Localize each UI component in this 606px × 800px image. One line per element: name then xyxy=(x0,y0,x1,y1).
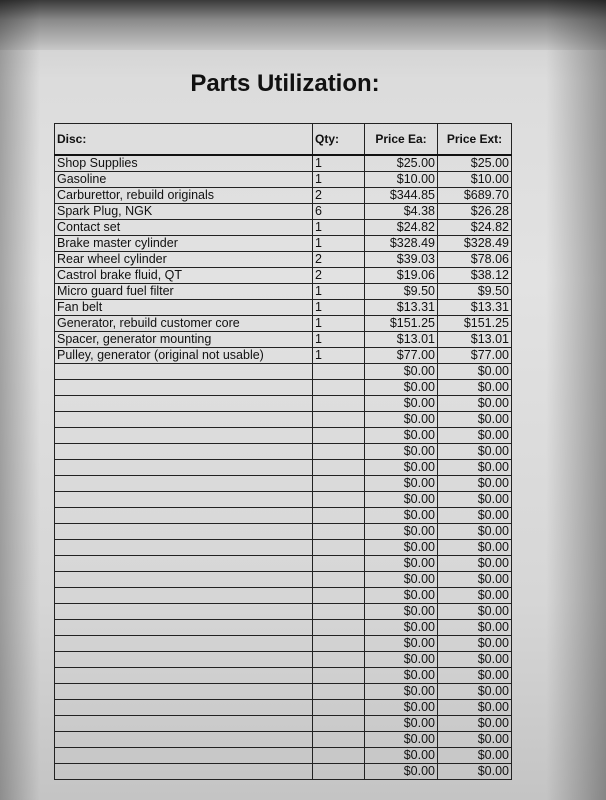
part-description: Generator, rebuild customer core xyxy=(55,316,313,332)
right-edge-shade xyxy=(546,0,606,800)
table-row xyxy=(55,588,512,604)
part-price-each: $0.00 xyxy=(365,684,438,700)
table-row xyxy=(55,316,512,332)
part-price-extended: $0.00 xyxy=(438,748,512,764)
part-price-extended: $0.00 xyxy=(438,716,512,732)
part-description xyxy=(55,652,313,668)
part-price-extended: $0.00 xyxy=(438,588,512,604)
part-qty xyxy=(313,588,365,604)
part-price-extended: $0.00 xyxy=(438,508,512,524)
part-qty xyxy=(313,732,365,748)
part-price-extended: $0.00 xyxy=(438,444,512,460)
part-price-extended: $0.00 xyxy=(438,572,512,588)
table-row xyxy=(55,188,512,204)
part-price-extended: $0.00 xyxy=(438,380,512,396)
part-qty xyxy=(313,684,365,700)
part-description: Gasoline xyxy=(55,172,313,188)
part-description: Rear wheel cylinder xyxy=(55,252,313,268)
part-price-each: $0.00 xyxy=(365,604,438,620)
part-price-each: $24.82 xyxy=(365,220,438,236)
part-qty: 2 xyxy=(313,252,365,268)
table-row xyxy=(55,764,512,780)
table-row xyxy=(55,252,512,268)
part-description xyxy=(55,604,313,620)
table-row xyxy=(55,460,512,476)
part-qty xyxy=(313,508,365,524)
part-price-each: $0.00 xyxy=(365,556,438,572)
table-row xyxy=(55,524,512,540)
table-row xyxy=(55,508,512,524)
table-row xyxy=(55,652,512,668)
part-price-each: $0.00 xyxy=(365,396,438,412)
part-description xyxy=(55,460,313,476)
page-title: Parts Utilization: xyxy=(190,70,380,97)
part-price-each: $0.00 xyxy=(365,588,438,604)
part-price-extended: $0.00 xyxy=(438,460,512,476)
part-description xyxy=(55,716,313,732)
table-row xyxy=(55,396,512,412)
part-price-each: $0.00 xyxy=(365,716,438,732)
part-price-each: $9.50 xyxy=(365,284,438,300)
part-price-each: $0.00 xyxy=(365,412,438,428)
part-qty: 1 xyxy=(313,220,365,236)
part-price-each: $13.31 xyxy=(365,300,438,316)
part-description xyxy=(55,428,313,444)
part-price-extended: $0.00 xyxy=(438,732,512,748)
part-price-each: $10.00 xyxy=(365,172,438,188)
part-qty xyxy=(313,716,365,732)
table-row xyxy=(55,380,512,396)
part-qty: 1 xyxy=(313,155,365,172)
part-price-each: $0.00 xyxy=(365,380,438,396)
part-price-each: $0.00 xyxy=(365,524,438,540)
part-price-each: $0.00 xyxy=(365,668,438,684)
table-row xyxy=(55,572,512,588)
part-qty xyxy=(313,748,365,764)
part-description xyxy=(55,588,313,604)
part-qty xyxy=(313,620,365,636)
part-description xyxy=(55,380,313,396)
part-description: Micro guard fuel filter xyxy=(55,284,313,300)
part-price-extended: $77.00 xyxy=(438,348,512,364)
part-qty: 1 xyxy=(313,300,365,316)
table-row xyxy=(55,172,512,188)
table-row xyxy=(55,268,512,284)
part-description xyxy=(55,476,313,492)
part-price-extended: $0.00 xyxy=(438,700,512,716)
part-price-each: $13.01 xyxy=(365,332,438,348)
part-price-each: $0.00 xyxy=(365,508,438,524)
part-description: Contact set xyxy=(55,220,313,236)
table-row xyxy=(55,540,512,556)
part-description: Pulley, generator (original not usable) xyxy=(55,348,313,364)
header-qty: Qty: xyxy=(313,124,365,156)
part-qty xyxy=(313,540,365,556)
page-top-shadow xyxy=(0,0,606,50)
part-price-extended: $38.12 xyxy=(438,268,512,284)
table-row xyxy=(55,700,512,716)
part-price-extended: $689.70 xyxy=(438,188,512,204)
part-price-each: $151.25 xyxy=(365,316,438,332)
part-qty xyxy=(313,428,365,444)
part-price-extended: $151.25 xyxy=(438,316,512,332)
part-price-each: $0.00 xyxy=(365,460,438,476)
part-description xyxy=(55,684,313,700)
part-description xyxy=(55,668,313,684)
table-row xyxy=(55,348,512,364)
part-qty xyxy=(313,700,365,716)
part-price-each: $19.06 xyxy=(365,268,438,284)
table-row xyxy=(55,220,512,236)
part-qty: 1 xyxy=(313,348,365,364)
part-description: Shop Supplies xyxy=(55,155,313,172)
part-price-extended: $0.00 xyxy=(438,476,512,492)
part-price-each: $0.00 xyxy=(365,492,438,508)
part-qty: 1 xyxy=(313,172,365,188)
table-row xyxy=(55,748,512,764)
table-row xyxy=(55,332,512,348)
part-qty: 1 xyxy=(313,236,365,252)
part-price-extended: $0.00 xyxy=(438,364,512,380)
part-description: Fan belt xyxy=(55,300,313,316)
header-description: Disc: xyxy=(55,124,313,156)
table-row xyxy=(55,604,512,620)
part-price-extended: $0.00 xyxy=(438,684,512,700)
part-qty xyxy=(313,556,365,572)
part-price-extended: $13.01 xyxy=(438,332,512,348)
part-price-each: $0.00 xyxy=(365,732,438,748)
part-price-extended: $0.00 xyxy=(438,604,512,620)
table-row xyxy=(55,236,512,252)
part-qty xyxy=(313,572,365,588)
part-qty xyxy=(313,460,365,476)
part-price-each: $0.00 xyxy=(365,700,438,716)
part-qty xyxy=(313,364,365,380)
table-row xyxy=(55,684,512,700)
part-description xyxy=(55,700,313,716)
part-qty xyxy=(313,444,365,460)
part-qty xyxy=(313,764,365,780)
part-qty xyxy=(313,524,365,540)
part-qty xyxy=(313,492,365,508)
header-price-extended: Price Ext: xyxy=(438,124,512,156)
left-edge-shade xyxy=(0,0,40,800)
part-price-each: $0.00 xyxy=(365,652,438,668)
part-price-each: $328.49 xyxy=(365,236,438,252)
part-description xyxy=(55,524,313,540)
part-description xyxy=(55,764,313,780)
part-description: Spark Plug, NGK xyxy=(55,204,313,220)
table-row xyxy=(55,556,512,572)
part-price-each: $0.00 xyxy=(365,476,438,492)
part-description xyxy=(55,620,313,636)
part-price-each: $0.00 xyxy=(365,540,438,556)
part-qty: 2 xyxy=(313,268,365,284)
part-description: Brake master cylinder xyxy=(55,236,313,252)
part-description xyxy=(55,412,313,428)
table-row xyxy=(55,732,512,748)
part-description xyxy=(55,556,313,572)
part-price-extended: $0.00 xyxy=(438,540,512,556)
part-qty: 2 xyxy=(313,188,365,204)
part-price-each: $25.00 xyxy=(365,155,438,172)
table-row xyxy=(55,412,512,428)
part-price-extended: $0.00 xyxy=(438,396,512,412)
part-qty: 1 xyxy=(313,284,365,300)
header-row xyxy=(55,124,512,156)
part-price-extended: $0.00 xyxy=(438,428,512,444)
table-row xyxy=(55,716,512,732)
part-description xyxy=(55,364,313,380)
part-qty: 6 xyxy=(313,204,365,220)
table-row xyxy=(55,155,512,172)
part-description xyxy=(55,444,313,460)
table-row xyxy=(55,204,512,220)
part-price-extended: $0.00 xyxy=(438,492,512,508)
part-price-each: $0.00 xyxy=(365,364,438,380)
part-price-extended: $13.31 xyxy=(438,300,512,316)
part-qty: 1 xyxy=(313,316,365,332)
part-price-each: $344.85 xyxy=(365,188,438,204)
part-description xyxy=(55,396,313,412)
part-price-extended: $24.82 xyxy=(438,220,512,236)
part-qty xyxy=(313,668,365,684)
part-price-extended: $0.00 xyxy=(438,668,512,684)
part-description xyxy=(55,732,313,748)
part-qty: 1 xyxy=(313,332,365,348)
table-row xyxy=(55,620,512,636)
part-description: Spacer, generator mounting xyxy=(55,332,313,348)
part-price-extended: $0.00 xyxy=(438,652,512,668)
part-price-extended: $328.49 xyxy=(438,236,512,252)
part-price-each: $0.00 xyxy=(365,428,438,444)
part-price-each: $0.00 xyxy=(365,572,438,588)
part-qty xyxy=(313,652,365,668)
part-price-each: $0.00 xyxy=(365,444,438,460)
part-description xyxy=(55,572,313,588)
part-qty xyxy=(313,396,365,412)
part-price-each: $4.38 xyxy=(365,204,438,220)
part-price-extended: $0.00 xyxy=(438,556,512,572)
part-price-each: $0.00 xyxy=(365,636,438,652)
table-row xyxy=(55,492,512,508)
table-row xyxy=(55,284,512,300)
part-qty xyxy=(313,636,365,652)
part-qty xyxy=(313,476,365,492)
table-row xyxy=(55,428,512,444)
table-row xyxy=(55,444,512,460)
part-price-each: $0.00 xyxy=(365,764,438,780)
table-row xyxy=(55,476,512,492)
part-qty xyxy=(313,412,365,428)
part-price-extended: $9.50 xyxy=(438,284,512,300)
part-description xyxy=(55,492,313,508)
part-price-extended: $26.28 xyxy=(438,204,512,220)
part-price-extended: $0.00 xyxy=(438,524,512,540)
part-description xyxy=(55,508,313,524)
table-row xyxy=(55,668,512,684)
part-price-extended: $78.06 xyxy=(438,252,512,268)
part-price-each: $77.00 xyxy=(365,348,438,364)
parts-table xyxy=(54,123,512,780)
part-price-extended: $0.00 xyxy=(438,620,512,636)
table-row xyxy=(55,364,512,380)
table-row xyxy=(55,636,512,652)
part-price-each: $0.00 xyxy=(365,748,438,764)
parts-table-body xyxy=(55,155,512,780)
part-price-extended: $10.00 xyxy=(438,172,512,188)
part-price-extended: $25.00 xyxy=(438,155,512,172)
part-description: Carburettor, rebuild originals xyxy=(55,188,313,204)
part-price-each: $0.00 xyxy=(365,620,438,636)
table-row xyxy=(55,300,512,316)
part-price-extended: $0.00 xyxy=(438,764,512,780)
part-description xyxy=(55,636,313,652)
header-price-each: Price Ea: xyxy=(365,124,438,156)
part-qty xyxy=(313,604,365,620)
part-description: Castrol brake fluid, QT xyxy=(55,268,313,284)
part-price-extended: $0.00 xyxy=(438,412,512,428)
part-qty xyxy=(313,380,365,396)
part-description xyxy=(55,540,313,556)
part-price-extended: $0.00 xyxy=(438,636,512,652)
part-description xyxy=(55,748,313,764)
part-price-each: $39.03 xyxy=(365,252,438,268)
